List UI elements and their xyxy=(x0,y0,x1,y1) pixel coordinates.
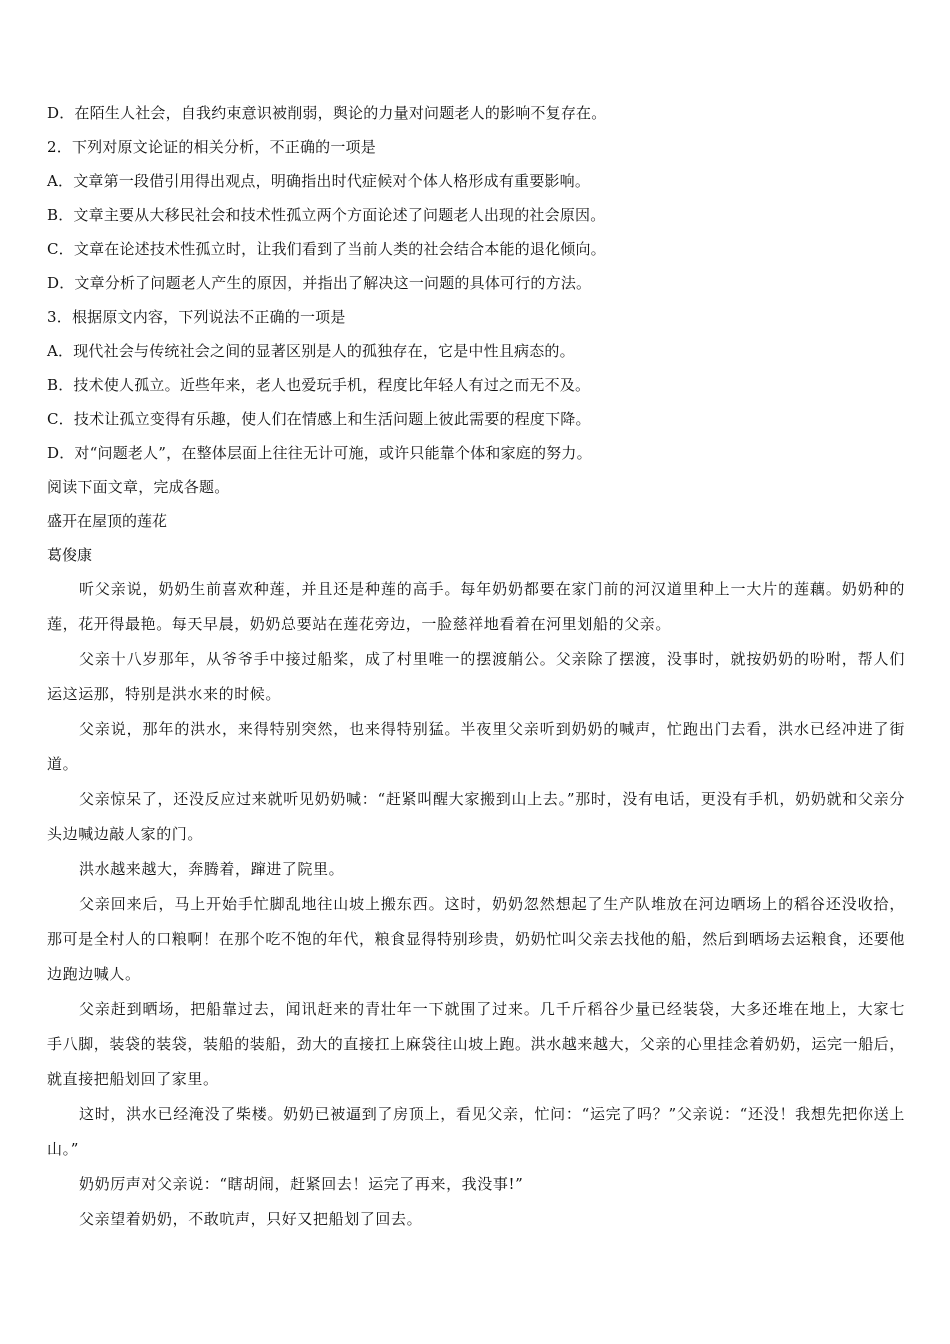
option-b-q3: B．技术使人孤立。近些年来，老人也爱玩手机，程度比年轻人有过之而无不及。 xyxy=(47,376,591,394)
story-paragraph: 父亲回来后，马上开始手忙脚乱地往山坡上搬东西。这时，奶奶忽然想起了生产队堆放在河边晒场上的稻谷还没收拾，那可是全村人的口粮啊！在那个吃不饱的年代，粮食显得特别珍贵，奶奶忙叫父亲去找他的船，然后到晒场去运粮食，还要他边跑边喊人。 xyxy=(47,895,906,983)
option-c-q2: C．文章在论述技术性孤立时，让我们看到了当前人类的社会结合本能的退化倾向。 xyxy=(47,240,606,258)
option-c-q3: C．技术让孤立变得有乐趣，使人们在情感上和生活问题上彼此需要的程度下降。 xyxy=(47,410,591,428)
option-d-q3: D．对“问题老人”，在整体层面上往往无计可施，或许只能靠个体和家庭的努力。 xyxy=(47,444,592,462)
option-a-q3: A．现代社会与传统社会之间的显著区别是人的孤独存在，它是中性且病态的。 xyxy=(47,342,575,360)
story-paragraph: 父亲十八岁那年，从爷爷手中接过船桨，成了村里唯一的摆渡艄公。父亲除了摆渡，没事时，就按奶奶的吩咐，帮人们运这运那，特别是洪水来的时候。 xyxy=(47,650,905,703)
story-paragraph: 父亲说，那年的洪水，来得特别突然，也来得特别猛。半夜里父亲听到奶奶的喊声，忙跑出门去看，洪水已经冲进了街道。 xyxy=(47,720,905,773)
option-a-q2: A．文章第一段借引用得出观点，明确指出时代症候对个体人格形成有重要影响。 xyxy=(47,172,591,190)
story-title: 盛开在屋顶的莲花 xyxy=(47,512,168,530)
story-paragraph: 父亲惊呆了，还没反应过来就听见奶奶喊：“赶紧叫醒大家搬到山上去。”那时，没有电话，更没有手机，奶奶就和父亲分头边喊边敲人家的门。 xyxy=(47,790,905,843)
story-paragraph: 父亲望着奶奶，不敢吭声，只好又把船划了回去。 xyxy=(79,1210,423,1228)
option-b-q2: B．文章主要从大移民社会和技术性孤立两个方面论述了问题老人出现的社会原因。 xyxy=(47,206,606,224)
story-paragraph: 父亲赶到晒场，把船靠过去，闻讯赶来的青壮年一下就围了过来。几千斤稻谷少量已经装袋，大多还堆在地上，大家七手八脚，装袋的装袋，装船的装船，劲大的直接扛上麻袋往山坡上跑。洪水越来越大，父亲的心里挂念着奶奶，运完一船后，就直接把船划回了家里。 xyxy=(47,1000,906,1088)
option-d-q2: D．文章分析了问题老人产生的原因，并指出了解决这一问题的具体可行的方法。 xyxy=(47,274,592,292)
story-paragraph: 奶奶厉声对父亲说：“瞎胡闹，赶紧回去！运完了再来，我没事!” xyxy=(79,1175,524,1193)
question-3-stem: 3．根据原文内容，下列说法不正确的一项是 xyxy=(47,308,346,326)
story-paragraph: 这时，洪水已经淹没了柴楼。奶奶已被逼到了房顶上，看见父亲，忙问：“运完了吗？”父亲说：“还没！我想先把你送上山。” xyxy=(47,1105,905,1158)
reading-instruction: 阅读下面文章，完成各题。 xyxy=(47,478,230,496)
question-2-stem: 2．下列对原文论证的相关分析，不正确的一项是 xyxy=(47,138,376,156)
story-section xyxy=(47,504,905,1237)
story-paragraph: 听父亲说，奶奶生前喜欢种莲，并且还是种莲的高手。每年奶奶都要在家门前的河汉道里种上一大片的莲藕。奶奶种的莲，花开得最艳。每天早晨，奶奶总要站在莲花旁边，一脸慈祥地看着在河里划船的父亲。 xyxy=(47,580,905,633)
option-d-q1: D．在陌生人社会，自我约束意识被削弱，舆论的力量对问题老人的影响不复存在。 xyxy=(47,104,607,122)
story-paragraph: 洪水越来越大，奔腾着，蹿进了院里。 xyxy=(79,860,345,878)
story-author: 葛俊康 xyxy=(47,546,93,564)
question-section xyxy=(47,96,907,504)
